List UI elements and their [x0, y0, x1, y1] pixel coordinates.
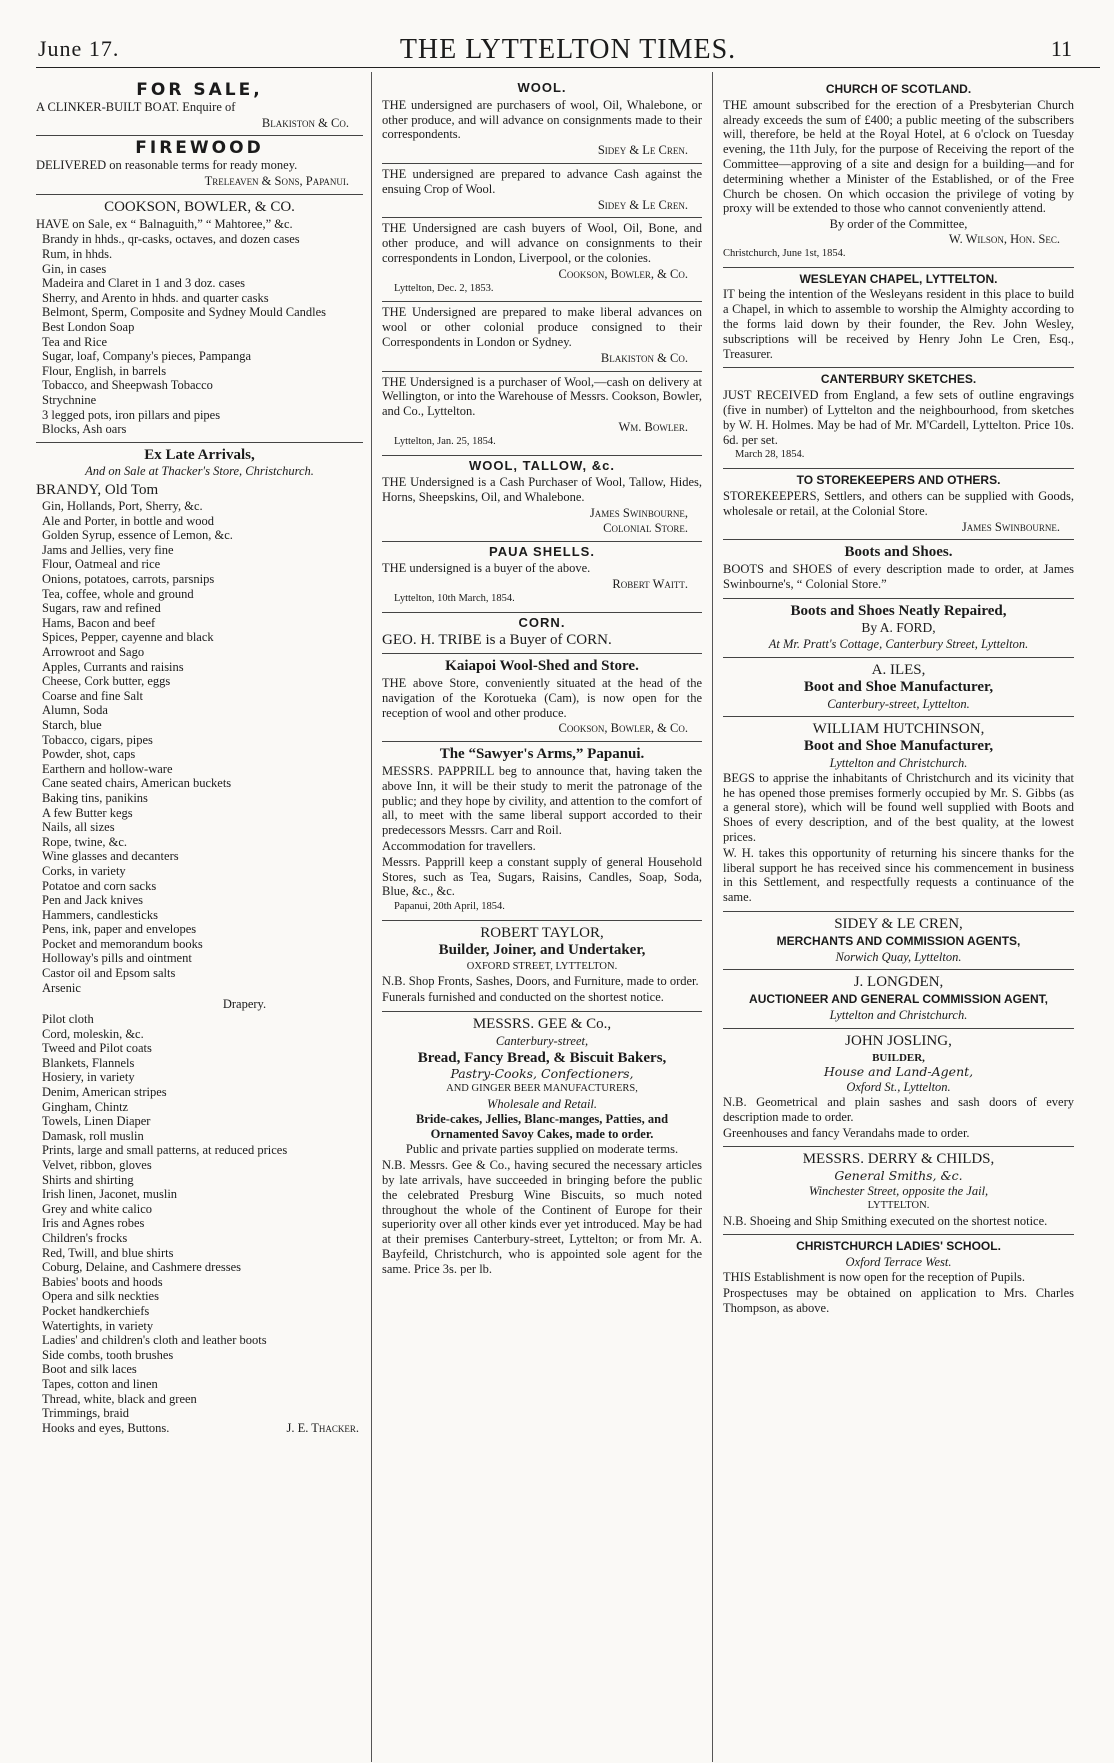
ad-signature: Sidey & Le Cren.: [597, 197, 688, 212]
list-item: Pocket and memorandum books: [42, 936, 203, 951]
issue-date: June 17.: [38, 36, 120, 61]
list-item: Holloway's pills and ointment: [42, 951, 192, 966]
ad-name: J. LONGDEN,: [853, 974, 944, 991]
ad-storekeepers: [723, 469, 1074, 540]
ad-date: Lyttelton, Dec. 2, 1853.: [394, 282, 494, 294]
ad-heading: Kaiapoi Wool-Shed and Store.: [445, 658, 639, 675]
ad-address: Oxford St., Lyttelton.: [846, 1080, 951, 1095]
ad-josling: [723, 1029, 1074, 1148]
list-item: Spices, Pepper, cayenne and black: [42, 630, 214, 645]
ad-hutchinson: [723, 717, 1074, 912]
ad-cookson-bowler: [36, 195, 363, 443]
ad-address: Oxford Terrace West.: [845, 1255, 952, 1270]
list-item: Hams, Bacon and beef: [42, 615, 156, 630]
ad-date: Christchurch, June 1st, 1854.: [723, 247, 846, 259]
list-item: Grey and white calico: [42, 1201, 153, 1216]
ad-heading: COOKSON, BOWLER, & CO.: [104, 198, 295, 215]
section-heading: PAUA SHELLS.: [489, 543, 595, 559]
section-heading: WOOL.: [517, 80, 567, 95]
ad-text: MESSRS. PAPPRILL beg to announce that, having taken the above Inn, it will be their study to merit the patronage of the public; and they hope by civility, and attention to the comfort of all, to meet with the same liberal support accorded to their predecessors Messrs. Carr and Roil.: [382, 764, 702, 838]
ad-boots-shoes: [723, 540, 1074, 598]
ad-address: Winchester Street, opposite the Jail,: [808, 1184, 989, 1198]
list-item: Gin, Hollands, Port, Sherry, &c.: [42, 499, 203, 514]
list-item: Sugar, loaf, Company's pieces, Pampanga: [42, 349, 251, 364]
ad-iles: [723, 658, 1074, 717]
list-item: Pilot cloth: [42, 1012, 94, 1027]
ad-text: THE Undersigned is a purchaser of Wool,—cash on delivery at Wellington, or into the Warehouse of Messrs. Cookson, Bowler, and Co., Lyttelton.: [382, 374, 702, 419]
list-item: Earthern and hollow-ware: [42, 761, 173, 776]
drapery-list: [36, 1012, 363, 1421]
ad-address: Lyttelton and Christchurch.: [829, 756, 968, 771]
ad-heading: The “Sawyer's Arms,” Papanui.: [439, 746, 645, 763]
ad-address: Canterbury-street, Lyttelton.: [827, 696, 970, 711]
list-item: Best London Soap: [42, 319, 135, 334]
ad-text: THE undersigned are purchasers of wool, Oil, Whalebone, or other produce, and will advance on consignments made to their correspondents.: [382, 97, 702, 142]
list-item: Damask, roll muslin: [42, 1128, 144, 1143]
ad-date: March 28, 1854.: [735, 449, 805, 461]
list-item: Tapes, cotton and linen: [42, 1376, 158, 1391]
list-item: Iris and Agnes robes: [42, 1216, 145, 1231]
ad-address-2: LYTTELTON.: [867, 1199, 930, 1211]
ad-thacker-store: [36, 443, 363, 1441]
ad-signature: Wm. Bowler.: [618, 419, 688, 434]
ad-address: Norwich Quay, Lyttelton.: [835, 949, 962, 964]
ad-name: JOHN JOSLING,: [845, 1032, 952, 1049]
column-3: [713, 72, 1074, 1762]
ad-text: N.B. Shoeing and Ship Smithing executed on the shortest notice.: [723, 1213, 1048, 1228]
ad-text: A CLINKER-BUILT BOAT. Enquire of: [36, 99, 236, 114]
list-item: Boot and silk laces: [42, 1362, 137, 1377]
section-heading: WOOL, TALLOW, &c.: [468, 457, 616, 473]
ad-church-of-scotland: [723, 78, 1074, 268]
ad-text-3: Messrs. Papprill keep a constant supply of general Household Stores, such as Tea, Sugars, Raisins, Candles, Soap, Soda, Blue, &c., &c.: [382, 854, 702, 899]
ad-text: THE Undersigned are prepared to make liberal advances on wool or other colonial produce consigned to their Correspondents in London or Sydney.: [382, 305, 702, 349]
list-item: Tweed and Pilot coats: [42, 1041, 152, 1056]
list-item: Baking tins, panikins: [42, 790, 148, 805]
ad-heading: Ex Late Arrivals,: [144, 446, 255, 463]
list-item: Velvet, ribbon, gloves: [42, 1158, 152, 1172]
ad-text: THE Undersigned is a Cash Purchaser of Wool, Tallow, Hides, Horns, Sheepskins, Oil, and Whalebone.: [382, 475, 702, 505]
ad-text-2: Greenhouses and fancy Verandahs made to order.: [723, 1125, 970, 1140]
ad-boat-for-sale: [36, 78, 363, 136]
ad-paua-shells: [382, 542, 702, 613]
columns: [36, 72, 1100, 1762]
ad-address: Lyttelton and Christchurch.: [829, 1008, 968, 1023]
ad-canterbury-sketches: [723, 368, 1074, 469]
ad-date: Lyttelton, Jan. 25, 1854.: [394, 435, 496, 447]
ad-signature: Blakiston & Co.: [261, 115, 349, 130]
ad-text: N.B. Messrs. Gee & Co., having secured the necessary articles by late arrivals, have succeeded in bringing before the public the celebrated Presburg Wine Biscuits, so much noted throughout the whole of the Continent of Europe for their superiority over all other kinds ever yet introduced. May be had at their premises Canterbury-street, Lyttelton; or from Mr. A. Bayfeild, Christchurch, who is appointed sole agent for the same. Price 3s. per lb.: [382, 1158, 702, 1276]
ad-text: THE amount subscribed for the erection of a Presbyterian Church already exceeds the sum of £400; a public meeting of the subscribers will, therefore, be held at the Royal Hotel, at 6 o'clock on Tuesday evening, the 11th July, for the purpose of Receiving the report of the Committee—approving of a site and design for a building—and for determining whether a Minister of the Established, or of the Free Church be chosen. On which occasion the privilege of voting by proxy will be extended to those who cannot conveniently attend.: [723, 97, 1074, 216]
ad-kaiapoi: [382, 654, 702, 742]
ad-signature-line2: Colonial Store.: [603, 520, 688, 535]
ad-gee-bakers: [382, 1012, 702, 1283]
ad-signature: Treleaven & Sons, Papanui.: [204, 173, 349, 188]
ad-wool-sidey-2: [382, 164, 702, 218]
list-item: Blankets, Flannels: [42, 1055, 135, 1070]
list-item: Opera and silk neckties: [42, 1289, 159, 1304]
list-item: Gingham, Chintz: [42, 1099, 129, 1114]
ad-address: OXFORD STREET, LYTTELTON.: [466, 960, 618, 972]
ad-wool-bowler: [382, 372, 702, 456]
ad-trade: Boot and Shoe Manufacturer,: [803, 738, 994, 755]
ad-signature: Sidey & Le Cren.: [597, 143, 688, 158]
list-item: Denim, American stripes: [42, 1085, 167, 1100]
ad-name: WILLIAM HUTCHINSON,: [812, 721, 985, 738]
ad-order: By order of the Committee,: [829, 217, 968, 232]
list-item: Golden Syrup, essence of Lemon, &c.: [42, 528, 233, 543]
ad-trade: Bread, Fancy Bread, & Biscuit Bakers,: [417, 1049, 667, 1066]
ad-text: GEO. H. TRIBE is a Buyer of CORN.: [382, 631, 612, 648]
ad-wool-blakiston: [382, 302, 702, 371]
newspaper-title: THE LYTTELTON TIMES.: [399, 34, 737, 65]
goods-list: [36, 232, 363, 436]
ad-signature: W. Wilson, Hon. Sec.: [948, 231, 1060, 246]
ad-intro: HAVE on Sale, ex “ Balnaguith,” “ Mahtoree,” &c.: [36, 216, 293, 231]
ad-ladies-school: [723, 1235, 1074, 1321]
ad-trade-2: Pastry-Cooks, Confectioners,: [450, 1066, 634, 1082]
ad-date: Lyttelton, 10th March, 1854.: [394, 592, 515, 604]
ad-trade: MERCHANTS AND COMMISSION AGENTS,: [776, 933, 1021, 948]
ad-date: Papanui, 20th April, 1854.: [394, 901, 505, 913]
ad-signature: Cookson, Bowler, & Co.: [558, 266, 688, 281]
list-item: Nails, all sizes: [42, 820, 115, 835]
ad-signature: Cookson, Bowler, & Co.: [558, 721, 688, 736]
ad-text: N.B. Shop Fronts, Sashes, Doors, and Furniture, made to order.: [382, 974, 699, 989]
list-item: Irish linen, Jaconet, muslin: [42, 1187, 178, 1202]
list-item: Pens, ink, paper and envelopes: [42, 922, 197, 937]
list-item: Jams and Jellies, very fine: [42, 542, 174, 557]
ad-heading: CHURCH OF SCOTLAND.: [825, 82, 972, 96]
list-item: Ladies' and children's cloth and leather boots: [42, 1333, 267, 1348]
ad-heading: Boots and Shoes Neatly Repaired,: [790, 602, 1007, 619]
ad-text: BEGS to apprise the inhabitants of Christchurch and its vicinity that he has opened those premises formerly occupied by Mr. S. Gibbs (as a general store), which will be found well supplied with Boots and Shoes of every description, and of the best quality, at the lowest prices.: [723, 770, 1074, 845]
list-item: Pen and Jack knives: [42, 893, 144, 908]
ad-intro: BRANDY, Old Tom: [36, 482, 159, 499]
ad-text: THE Undersigned are cash buyers of Wool, Oil, Bone, and other produce, and will advance on consignments to their correspondents in London, Liverpool, or the colonies.: [382, 221, 702, 265]
list-item: Alumn, Soda: [42, 703, 108, 718]
ad-text: THIS Establishment is now open for the reception of Pupils.: [723, 1269, 1026, 1284]
ad-longden: [723, 970, 1074, 1028]
ad-heading: TO STOREKEEPERS AND OTHERS.: [796, 473, 1001, 488]
ad-text: THE undersigned is a buyer of the above.: [382, 561, 591, 576]
last-item: Hooks and eyes, Buttons.: [42, 1420, 170, 1435]
list-item: Red, Twill, and blue shirts: [42, 1245, 174, 1260]
ad-trade: Boot and Shoe Manufacturer,: [803, 678, 994, 695]
column-1: [36, 72, 372, 1762]
ad-firewood: [36, 136, 363, 194]
list-item: Shirts and shirting: [42, 1172, 134, 1187]
ad-text: N.B. Geometrical and plain sashes and sash doors of every description made to order.: [723, 1095, 1074, 1124]
list-item: Pocket handkerchiefs: [42, 1303, 150, 1318]
ad-wool-tallow: [382, 456, 702, 542]
list-item: Hammers, candlesticks: [42, 907, 158, 922]
ad-wool-sidey-1: [382, 78, 702, 164]
ad-signature: Blakiston & Co.: [600, 350, 688, 365]
ad-trade: AUCTIONEER AND GENERAL COMMISSION AGENT,: [749, 992, 1048, 1007]
ad-name: ROBERT TAYLOR,: [480, 925, 604, 942]
list-item: Ale and Porter, in bottle and wood: [42, 513, 215, 528]
ad-sawyers-arms: [382, 742, 702, 921]
list-item: Watertights, in variety: [42, 1318, 154, 1333]
list-item: Sherry, and Arento in hhds. and quarter casks: [42, 290, 269, 305]
ad-trade-3: AND GINGER BEER MANUFACTURERS,: [446, 1083, 638, 1095]
list-item: Apples, Currants and raisins: [42, 659, 184, 674]
list-item: Towels, Linen Diaper: [42, 1114, 151, 1129]
list-item: Tea and Rice: [42, 334, 108, 349]
ad-text: THE undersigned are prepared to advance Cash against the ensuing Crop of Wool.: [382, 166, 702, 196]
ad-trade: Builder, Joiner, and Undertaker,: [438, 941, 646, 958]
list-item: Madeira and Claret in 1 and 3 doz. cases: [42, 276, 246, 291]
list-item: Prints, large and small patterns, at reduced prices: [42, 1143, 288, 1158]
list-item: Corks, in variety: [42, 863, 126, 878]
ad-text: IT being the intention of the Wesleyans resident in this place to build a Chapel, in which to assemble to worship the Almighty according to the forms laid down by their founder, the Rev. John Wesley, subscriptions will be received by Henry John Le Cren, Esq., Treasurer.: [723, 287, 1074, 361]
list-item: A few Butter kegs: [42, 805, 133, 820]
ad-signature: James Swinbourne,: [589, 505, 688, 520]
list-item: Tea, coffee, whole and ground: [42, 586, 194, 601]
list-item: Trimmings, braid: [42, 1406, 130, 1421]
list-item: Tobacco, cigars, pipes: [42, 732, 153, 747]
list-item: Starch, blue: [42, 717, 102, 732]
ad-robert-taylor: [382, 921, 702, 1012]
list-item: Cord, moleskin, &c.: [42, 1026, 144, 1041]
list-item: Belmont, Sperm, Composite and Sydney Mould Candles: [42, 305, 327, 320]
ad-name: A. ILES,: [871, 662, 926, 679]
list-item: Side combs, tooth brushes: [42, 1347, 174, 1362]
ad-address: At Mr. Pratt's Cottage, Canterbury Street, Lyttelton.: [768, 637, 1029, 652]
list-item: Castor oil and Epsom salts: [42, 966, 176, 981]
list-item: Cane seated chairs, American buckets: [42, 776, 232, 791]
ad-heading: FIREWOOD: [135, 138, 264, 159]
list-item: Cheese, Cork butter, eggs: [42, 674, 171, 689]
ad-text-2: Prospectuses may be obtained on application to Mrs. Charles Thompson, as above.: [723, 1285, 1074, 1315]
ad-heading: FOR SALE,: [136, 80, 263, 100]
list-item: Onions, potatoes, carrots, parsnips: [42, 572, 215, 587]
ad-name: MESSRS. GEE & Co.,: [472, 1016, 612, 1033]
ad-street: Canterbury-street,: [495, 1033, 589, 1048]
masthead: [36, 30, 1100, 68]
ad-text: JUST RECEIVED from England, a few sets of outline engravings (five in number) of Lyttelton and the neighbourhood, from sketches by W. H. Holmes. May be had of Mr. M'Cardell, Lyttelton. Price 10s. 6d. per set.: [723, 388, 1074, 447]
ad-heading: CHRISTCHURCH LADIES' SCHOOL.: [796, 1239, 1001, 1254]
list-item: Hosiery, in variety: [42, 1070, 135, 1085]
section-heading: CORN.: [518, 614, 566, 630]
list-item: Flour, English, in barrels: [42, 363, 167, 378]
list-item: Tobacco, and Sheepwash Tobacco: [42, 378, 213, 393]
list-item: Strychnine: [42, 392, 97, 407]
column-2: [372, 72, 713, 1762]
page-number: 11: [1050, 36, 1072, 61]
list-item: Brandy in hhds., qr-casks, octaves, and dozen cases: [42, 232, 300, 247]
ad-text-2: W. H. takes this opportunity of returning his sincere thanks for the liberal support he has received since his commencement in business in this Settlement, and respectfully requests a continuance of the same.: [723, 845, 1074, 905]
ad-trade: General Smiths, &c.: [834, 1168, 963, 1184]
list-item: Wine glasses and decanters: [42, 849, 179, 864]
ad-signature: Robert Waitt.: [612, 577, 688, 592]
list-item: 3 legged pots, iron pillars and pipes: [42, 407, 221, 422]
ad-trade-4: Wholesale and Retail.: [486, 1097, 598, 1112]
ad-text: THE above Store, conveniently situated at the head of the navigation of the Korotueka (Cam), is now open for the reception of wool and other produce.: [382, 676, 702, 720]
ad-signature: James Swinbourne.: [961, 519, 1060, 534]
list-item: Coburg, Delaine, and Cashmere dresses: [42, 1260, 242, 1275]
list-item: Arsenic: [42, 980, 81, 995]
list-item: Babies' boots and hoods: [42, 1274, 163, 1289]
ad-wesleyan-chapel: [723, 268, 1074, 369]
list-item: Blocks, Ash oars: [42, 422, 127, 437]
list-item: Coarse and fine Salt: [42, 688, 144, 703]
goods-list: [36, 499, 363, 995]
list-item: Rope, twine, &c.: [42, 834, 128, 849]
list-item: Thread, white, black and green: [42, 1391, 197, 1406]
list-item: Gin, in cases: [42, 261, 107, 276]
list-item: Sugars, raw and refined: [42, 601, 161, 616]
ad-derry-childs: [723, 1147, 1074, 1235]
ad-name: SIDEY & LE CREN,: [834, 916, 963, 933]
list-item: Arrowroot and Sago: [42, 645, 145, 660]
ad-subheading: And on Sale at Thacker's Store, Christchurch.: [85, 464, 314, 479]
list-item: Powder, shot, caps: [42, 747, 136, 762]
list-item: Children's frocks: [42, 1230, 128, 1245]
ad-signature: J. E. Thacker.: [286, 1420, 359, 1435]
ad-by: By A. FORD,: [861, 619, 936, 635]
ad-text: DELIVERED on reasonable terms for ready money.: [36, 158, 298, 173]
ad-text-2: Accommodation for travellers.: [382, 839, 536, 854]
ad-name: MESSRS. DERRY & CHILDS,: [802, 1151, 995, 1168]
ad-heading: Boots and Shoes.: [844, 544, 953, 561]
ad-heading: CANTERBURY SKETCHES.: [820, 372, 977, 387]
ad-trade: BUILDER,: [872, 1051, 925, 1064]
list-item: Rum, in hhds.: [42, 246, 113, 261]
ad-sidey-le-cren: [723, 912, 1074, 970]
ad-text: BOOTS and SHOES of every description made to order, at James Swinbourne's, “ Colonial Store.”: [723, 562, 1074, 591]
ad-trade-2: House and Land-Agent,: [823, 1064, 974, 1080]
list-item: Potatoe and corn sacks: [42, 878, 157, 893]
ad-corn: [382, 613, 702, 655]
ad-heading: WESLEYAN CHAPEL, LYTTELTON.: [799, 271, 998, 286]
ad-parties: Public and private parties supplied on moderate terms.: [405, 1142, 679, 1157]
drapery-heading: Drapery.: [222, 997, 267, 1012]
ad-cakes: Bride-cakes, Jellies, Blanc-manges, Patties, and Ornamented Savoy Cakes, made to order.: [415, 1111, 669, 1141]
list-item: Flour, Oatmeal and rice: [42, 557, 161, 572]
ad-ford-repairs: [723, 599, 1074, 658]
ad-text: STOREKEEPERS, Settlers, and others can be supplied with Goods, wholesale or retail, at the Colonial Store.: [723, 488, 1074, 518]
ad-text-2: Funerals furnished and conducted on the shortest notice.: [382, 990, 664, 1005]
ad-wool-cookson: [382, 218, 702, 302]
